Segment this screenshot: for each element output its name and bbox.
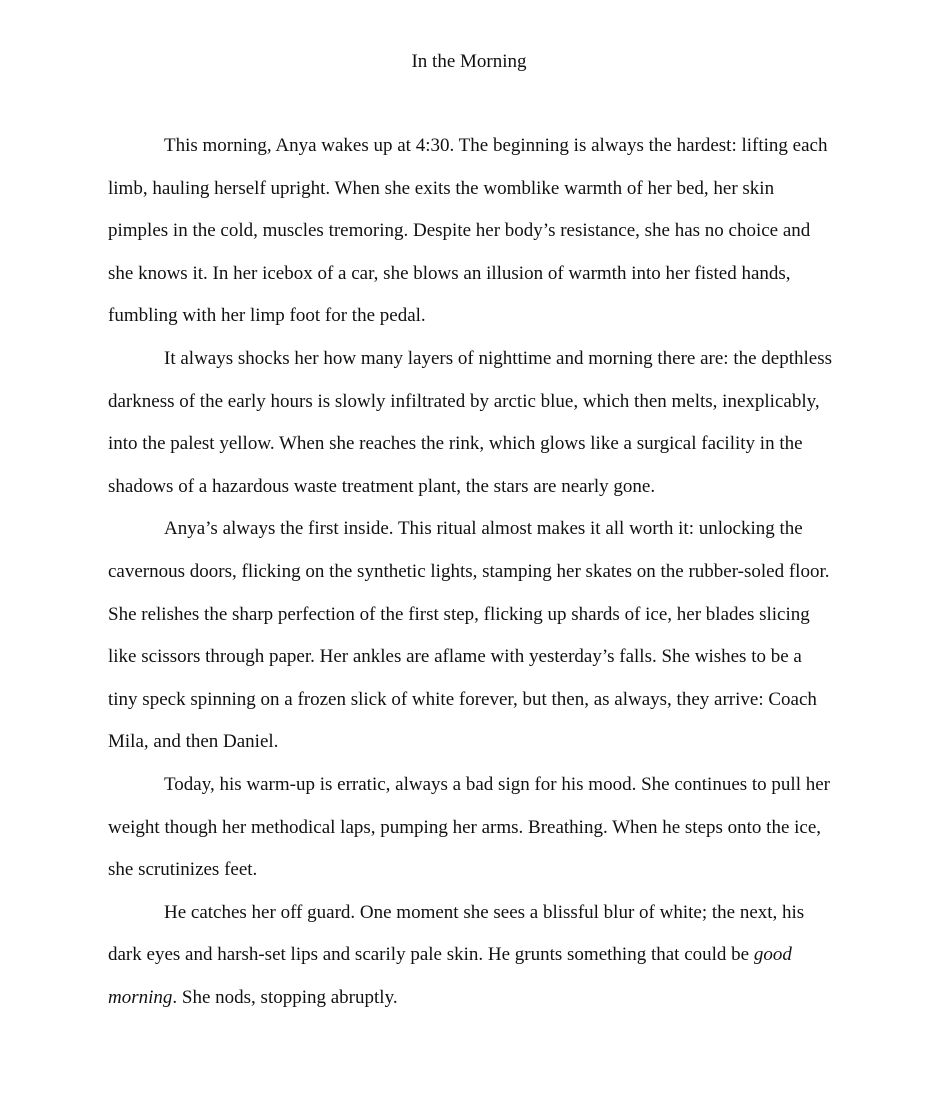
paragraph-5-lead: He catches her off guard. One moment she sees a blissful blur of white; the next, his dark eyes and harsh-set lips and scarily pale skin. He grunts something that could be [108,901,805,966]
paragraph-2: It always shocks her how many layers of nighttime and morning there are: the depthless darkness of the early hours is slowly infiltrated by arctic blue, which then melts, inexplicably, into the palest yellow. When she reaches the rink, which glows like a surgical facility in the shadows of a hazardous waste treatment plant, the stars are nearly gone. [108,347,832,497]
document-body [108,125,836,1019]
paragraph-1: This morning, Anya wakes up at 4:30. The beginning is always the hardest: lifting each limb, hauling herself upright. When she exits the womblike warmth of her bed, her skin pimples in the cold, muscles tremoring. Despite her body’s resistance, she has no choice and she knows it. In her icebox of a car, she blows an illusion of warmth into her fisted hands, fumbling with her limp foot for the pedal. [108,135,828,327]
paragraph-4: Today, his warm-up is erratic, always a bad sign for his mood. She continues to pull her weight though her methodical laps, pumping her arms. Breathing. When he steps onto the ice, she scrutinizes feet. [108,773,830,881]
document-title: In the Morning [411,51,527,72]
paragraph-5 [108,892,836,1020]
paragraph-5-tail: . She nods, stopping abruptly. [172,986,398,1008]
paragraph-5-italic-phrase: good morning [108,944,792,1008]
paragraph-3: Anya’s always the first inside. This ritual almost makes it all worth it: unlocking the cavernous doors, flicking on the synthetic lights, stamping her skates on the rubber-soled floor. She relishes the sharp perfection of the first step, flicking up shards of ice, her blades slicing like scissors through paper. Her ankles are aflame with yesterday’s falls. She wishes to be a tiny speck spinning on a frozen slick of white forever, but then, as always, they arrive: Coach Mila, and then Daniel. [108,518,830,753]
